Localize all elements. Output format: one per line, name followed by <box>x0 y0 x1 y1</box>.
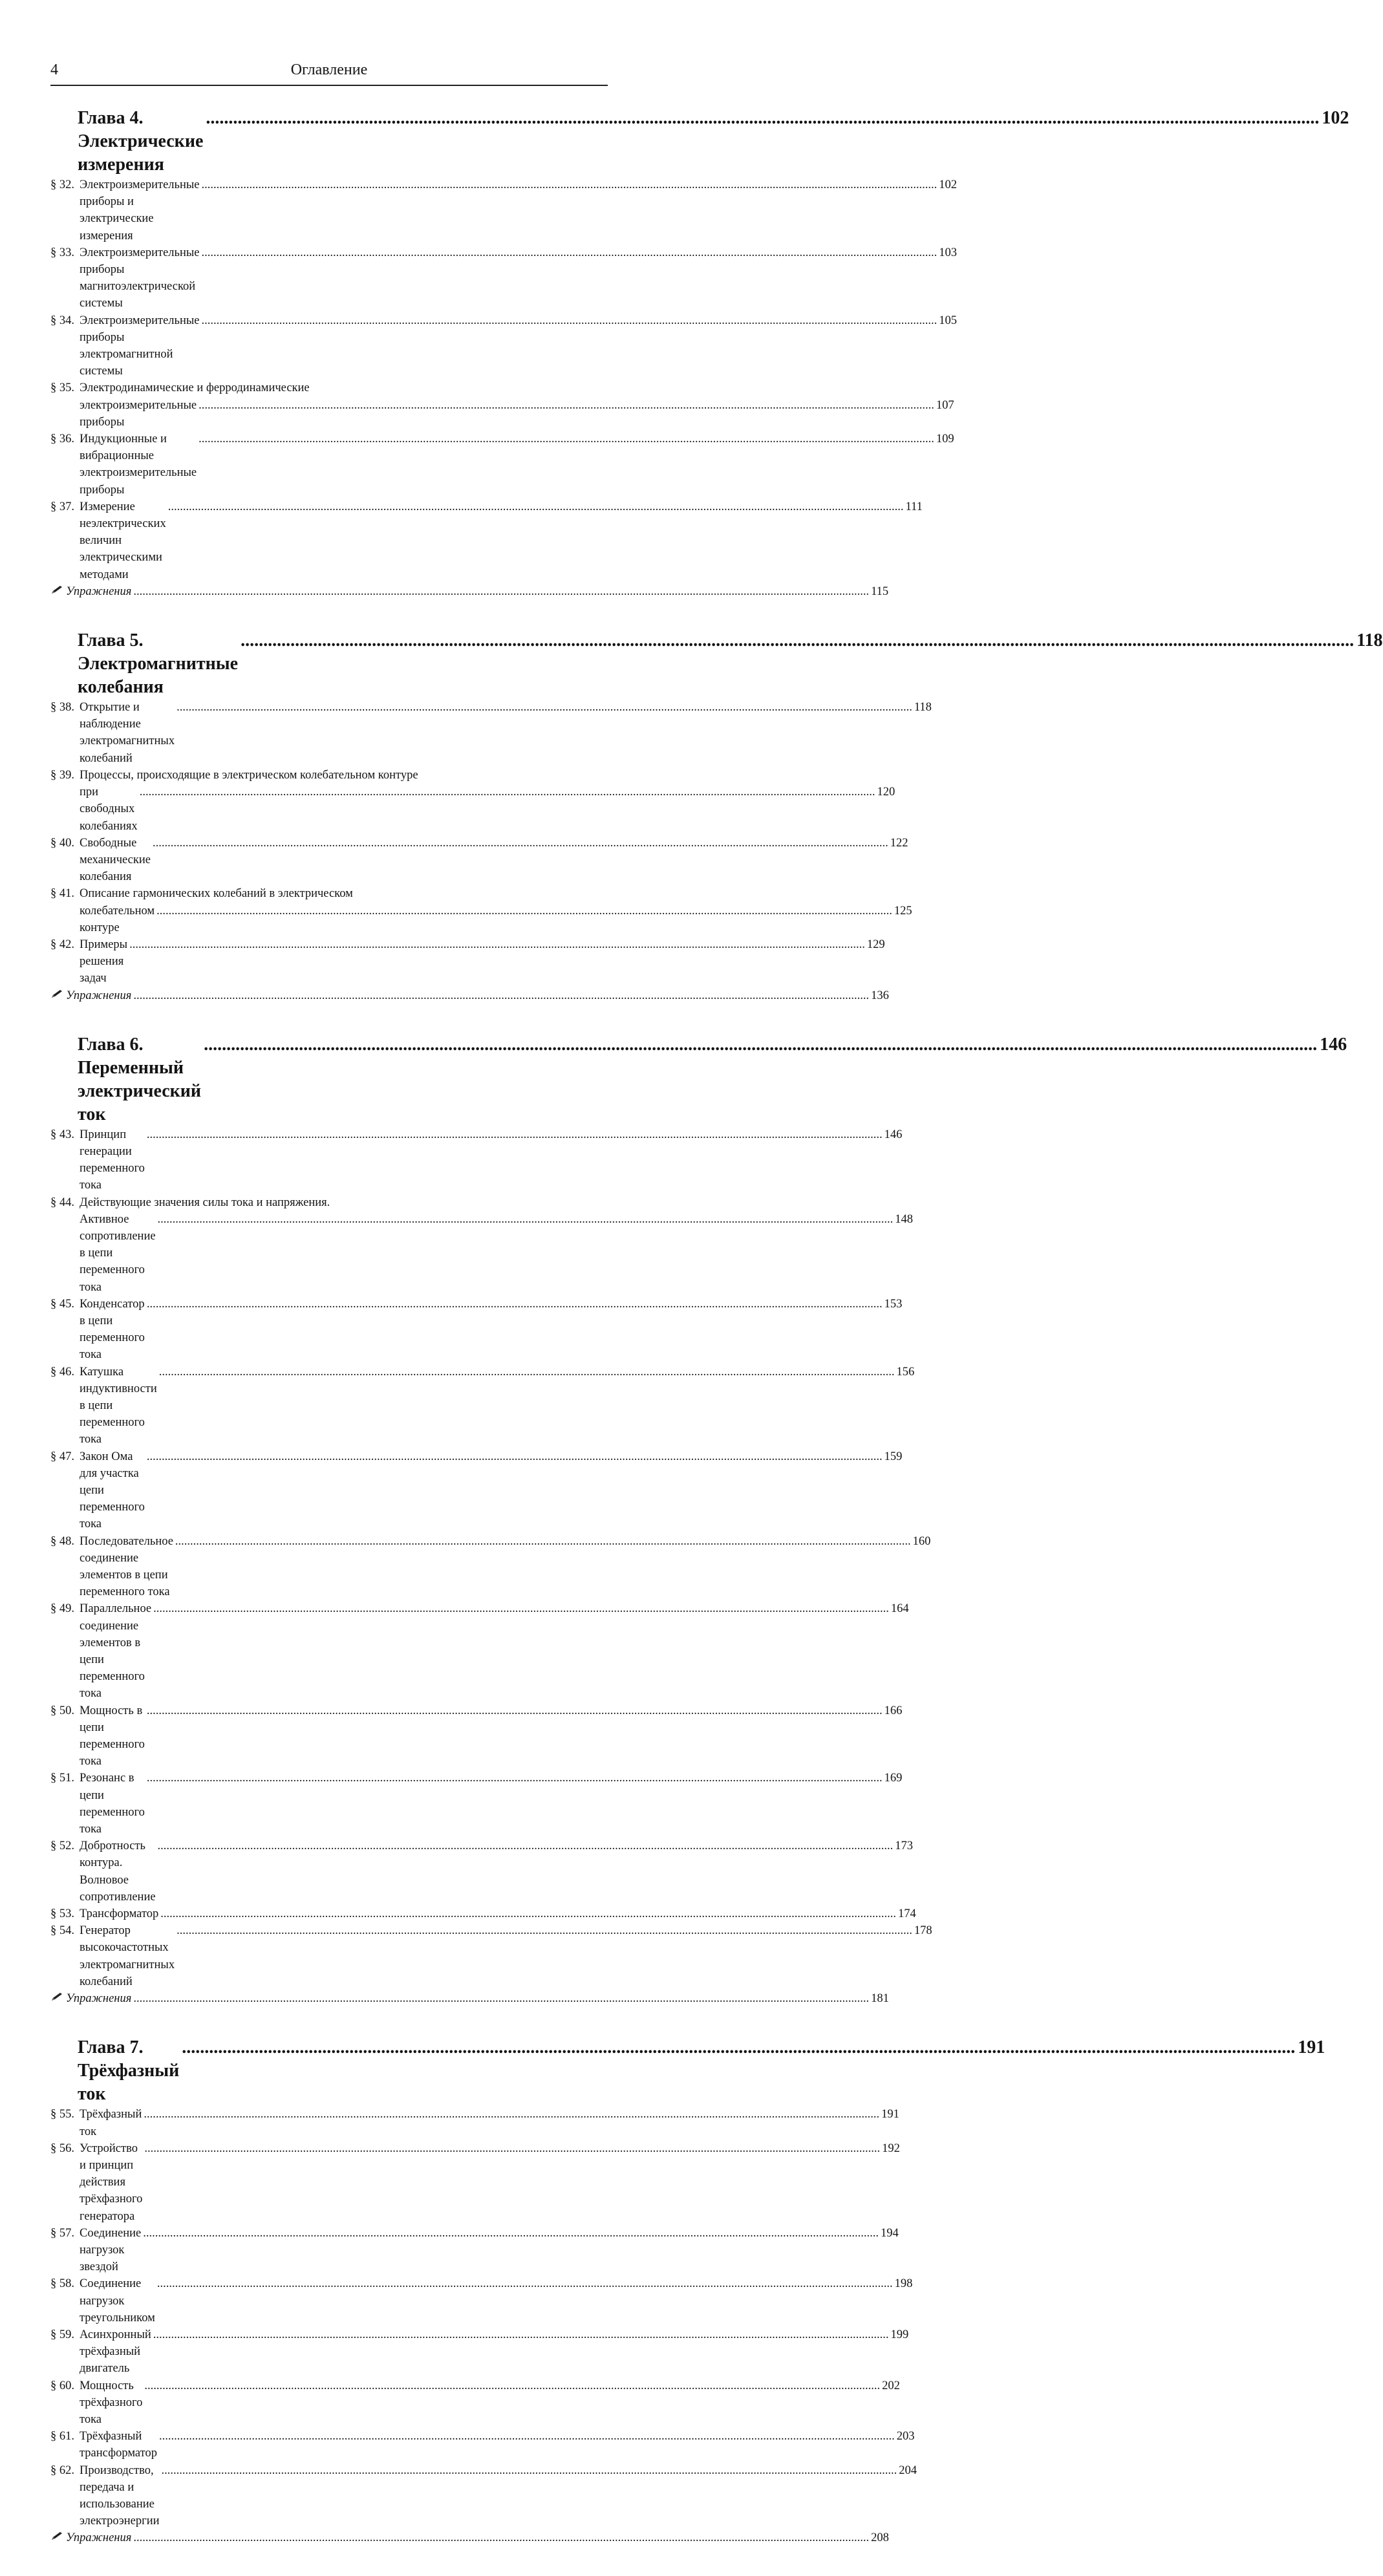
entry-title: Добротность контура. Волновое сопротивление <box>80 1840 156 1904</box>
section-number: § 61. <box>50 2430 74 2443</box>
toc-entry <box>50 885 912 936</box>
chapter-page: 118 <box>1356 630 1383 651</box>
entry-page: 111 <box>905 500 923 513</box>
toc-entry-line <box>50 2275 913 2326</box>
entry-page: 166 <box>884 1704 903 1717</box>
toc-entry-line <box>50 936 885 987</box>
dot-leader <box>202 177 938 193</box>
entry-title: Последовательное соединение элементов в цепи переменного тока <box>80 1534 173 1599</box>
entry-title: Электроизмерительные приборы электромагнитной системы <box>80 314 200 378</box>
toc-entry-line <box>50 2377 900 2429</box>
dot-leader <box>153 2326 889 2343</box>
section-number: § 38. <box>50 701 74 714</box>
entry-title-line: Процессы, происходящие в электрическом колебательном контуре <box>80 768 418 782</box>
chapter-page: 191 <box>1298 2037 1325 2058</box>
dot-leader <box>156 903 892 919</box>
toc-entry-first-line <box>50 380 601 396</box>
toc-entry <box>50 1296 903 1364</box>
toc-entry <box>50 244 957 312</box>
entry-title: электроизмерительные приборы <box>80 398 197 429</box>
entry-title: Генератор высокочастотных электромагнитных колебаний <box>80 1924 175 1988</box>
dot-leader <box>159 2428 895 2445</box>
entry-page: 129 <box>866 938 885 951</box>
toc-entry <box>50 2106 899 2140</box>
dot-leader <box>144 2377 880 2394</box>
toc-entry-line <box>50 312 957 380</box>
table-of-contents <box>50 107 1383 2576</box>
toc-entry-first-line <box>50 767 601 784</box>
entry-title: Резонанс в цепи переменного тока <box>80 1772 145 1836</box>
exercises-page: 115 <box>871 585 889 598</box>
section-number: § 46. <box>50 1365 74 1379</box>
toc-entry <box>50 2462 917 2530</box>
toc-entry-last-line <box>50 397 954 431</box>
dot-leader <box>133 583 869 600</box>
pencil-icon <box>50 584 66 601</box>
chapter-title-text: Глава 5. Электромагнитные колебания <box>78 630 239 698</box>
chapter-title <box>50 629 1383 699</box>
dot-leader <box>198 431 934 447</box>
toc-entry-line <box>50 2428 915 2462</box>
section-number: § 41. <box>50 887 74 901</box>
page-header <box>50 61 608 86</box>
dot-leader <box>177 699 912 716</box>
entry-page: 194 <box>880 2226 899 2240</box>
toc-entry-first-line <box>50 885 601 902</box>
dot-leader <box>198 397 934 414</box>
section-number: § 50. <box>50 1704 74 1717</box>
section-number: § 33. <box>50 246 74 259</box>
entry-page: 120 <box>877 786 895 799</box>
toc-entry <box>50 2326 909 2377</box>
exercises-entry <box>50 987 889 1005</box>
entry-page: 160 <box>912 1534 931 1548</box>
entry-page: 109 <box>936 433 954 446</box>
dot-leader <box>206 107 1319 130</box>
entry-page: 125 <box>894 904 912 918</box>
entry-title-line: Электродинамические и ферродинамические <box>80 381 310 395</box>
section-number: § 59. <box>50 2328 74 2341</box>
exercises-label: Упражнения <box>66 585 132 598</box>
entry-page: 148 <box>895 1212 914 1226</box>
entry-page: 202 <box>882 2379 900 2392</box>
exercises-page: 136 <box>871 989 889 1002</box>
exercises-label: Упражнения <box>66 2531 132 2545</box>
toc-entry <box>50 936 885 987</box>
toc-entry-line <box>50 1533 931 1601</box>
entry-title: Мощность трёхфазного тока <box>80 2379 143 2426</box>
chapter-title-text: Глава 7. Трёхфазный ток <box>78 2037 180 2105</box>
running-title: Оглавление <box>290 61 368 78</box>
section-number: § 37. <box>50 500 74 513</box>
entry-title: Трансформатор <box>80 1907 159 1921</box>
pencil-icon <box>50 1991 66 2008</box>
entry-page: 156 <box>896 1365 915 1379</box>
exercises-label: Упражнения <box>66 989 132 1002</box>
toc-entry <box>50 177 957 244</box>
section-number: § 48. <box>50 1534 74 1548</box>
toc-entry-line <box>50 2326 909 2377</box>
section-number: § 39. <box>50 768 74 782</box>
toc-entry-last-line <box>50 784 895 835</box>
section-number: § 56. <box>50 2141 74 2155</box>
dot-leader <box>133 2529 869 2546</box>
dot-leader <box>168 499 904 515</box>
entry-page: 102 <box>939 178 957 191</box>
chapter-section <box>50 1033 1347 2008</box>
section-number: § 40. <box>50 836 74 850</box>
entry-page: 146 <box>884 1128 903 1141</box>
chapter-title <box>50 1033 1347 1126</box>
entry-page: 153 <box>884 1297 903 1311</box>
entry-page: 169 <box>884 1772 903 1785</box>
section-number: § 55. <box>50 2108 74 2121</box>
toc-entry <box>50 499 923 583</box>
dot-leader <box>158 1211 894 1228</box>
toc-entry-line <box>50 835 908 886</box>
entry-page: 191 <box>881 2108 899 2121</box>
dot-leader <box>147 1702 883 1719</box>
toc-entry <box>50 1448 903 1533</box>
section-number: § 62. <box>50 2463 74 2477</box>
entry-title: Трёхфазный ток <box>80 2108 142 2138</box>
section-number: § 54. <box>50 1924 74 1938</box>
toc-entry-line <box>50 1448 903 1533</box>
entry-title: Катушка индуктивности в цепи переменного тока <box>80 1365 157 1446</box>
section-number: § 44. <box>50 1196 74 1209</box>
section-number: § 45. <box>50 1297 74 1311</box>
dot-leader <box>202 244 938 261</box>
chapter-section <box>50 107 1349 601</box>
toc-entry <box>50 2428 915 2462</box>
entry-page: 118 <box>914 701 932 714</box>
section-number: § 32. <box>50 178 74 191</box>
chapter-section <box>50 629 1383 1005</box>
dot-leader <box>182 2036 1295 2059</box>
chapter-title <box>50 107 1349 177</box>
toc-entry <box>50 1533 931 1601</box>
section-number: § 42. <box>50 938 74 951</box>
exercises-label: Упражнения <box>66 1992 132 2006</box>
entry-title: Открытие и наблюдение электромагнитных колебаний <box>80 701 175 765</box>
toc-entry-last-line <box>50 1211 914 1296</box>
entry-title: Соединение нагрузок звездой <box>80 2226 142 2274</box>
dot-leader <box>153 1600 889 1617</box>
section-number: § 53. <box>50 1907 74 1921</box>
toc-entry <box>50 2377 900 2429</box>
entry-page: 174 <box>898 1907 916 1921</box>
toc-entry <box>50 1126 903 1194</box>
section-number: § 57. <box>50 2226 74 2240</box>
entry-title: колебательном контуре <box>80 904 155 934</box>
dot-leader <box>153 835 888 852</box>
chapter-title <box>50 2036 1325 2106</box>
toc-entry-line <box>50 1770 903 1838</box>
section-number: § 49. <box>50 1602 74 1616</box>
entry-page: 199 <box>890 2328 909 2341</box>
toc-entry <box>50 1922 932 1990</box>
dot-leader <box>147 1126 883 1143</box>
dot-leader <box>175 1533 911 1550</box>
pencil-icon <box>50 2530 66 2547</box>
chapter-title-text: Глава 6. Переменный электрический ток <box>78 1034 202 1124</box>
dot-leader <box>157 2275 893 2292</box>
dot-leader <box>160 1905 896 1922</box>
dot-leader <box>158 1838 894 1854</box>
section-number: § 51. <box>50 1772 74 1785</box>
entry-title: Конденсатор в цепи переменного тока <box>80 1297 145 1362</box>
entry-title: Примеры решения задач <box>80 938 128 985</box>
toc-entry-line <box>50 1126 903 1194</box>
toc-entry <box>50 767 895 835</box>
dot-leader <box>204 1033 1317 1057</box>
toc-entry-line <box>50 499 923 583</box>
dot-leader <box>159 1364 895 1380</box>
entry-title: Устройство и принцип действия трёхфазного генератора <box>80 2141 143 2223</box>
exercises-entry <box>50 583 889 601</box>
toc-entry <box>50 699 932 767</box>
section-number: § 34. <box>50 314 74 327</box>
entry-title: Мощность в цепи переменного тока <box>80 1704 145 1768</box>
toc-entry <box>50 1770 903 1838</box>
pencil-icon <box>50 988 66 1005</box>
toc-entry-first-line <box>50 1194 601 1211</box>
section-number: § 43. <box>50 1128 74 1141</box>
entry-page: 159 <box>884 1450 903 1463</box>
entry-title-line: Описание гармонических колебаний в электрическом <box>80 887 353 901</box>
exercises-entry <box>50 2529 889 2547</box>
dot-leader <box>129 936 865 953</box>
toc-entry-line <box>50 2462 917 2530</box>
dot-leader <box>147 1770 883 1787</box>
section-number: § 47. <box>50 1450 74 1463</box>
toc-entry <box>50 1364 915 1448</box>
entry-title: Электроизмерительные приборы магнитоэлектрической системы <box>80 246 200 310</box>
entry-page: 173 <box>895 1840 914 1853</box>
toc-entry <box>50 2140 900 2225</box>
toc-entry-line <box>50 177 957 244</box>
toc-entry-line <box>50 1600 909 1702</box>
entry-title: Закон Ома для участка цепи переменного тока <box>80 1450 145 1531</box>
dot-leader <box>144 2106 879 2123</box>
entry-page: 107 <box>936 398 954 412</box>
toc-entry <box>50 2275 913 2326</box>
toc-entry-line <box>50 699 932 767</box>
entry-title: при свободных колебаниях <box>80 786 138 833</box>
entry-title: Активное сопротивление в цепи переменного тока <box>80 1212 156 1294</box>
section-number: § 58. <box>50 2277 74 2291</box>
toc-entry <box>50 431 954 499</box>
page-number: 4 <box>50 61 58 78</box>
section-number: § 35. <box>50 381 74 395</box>
toc-entry <box>50 1905 916 1922</box>
dot-leader <box>147 1448 883 1465</box>
dot-leader <box>140 784 875 800</box>
dot-leader <box>133 987 869 1004</box>
entry-page: 192 <box>882 2141 900 2155</box>
toc-entry-line <box>50 431 954 499</box>
section-number: § 60. <box>50 2379 74 2392</box>
entry-page: 164 <box>890 1602 909 1616</box>
exercises-page: 208 <box>871 2531 889 2545</box>
entry-title: Асинхронный трёхфазный двигатель <box>80 2328 151 2376</box>
toc-entry-line <box>50 1838 914 1905</box>
exercises-page: 181 <box>871 1992 889 2006</box>
chapter-page: 102 <box>1322 108 1349 128</box>
entry-page: 198 <box>894 2277 913 2291</box>
entry-page: 204 <box>899 2463 917 2477</box>
entry-page: 203 <box>896 2430 915 2443</box>
entry-title: Трёхфазный трансформатор <box>80 2430 157 2460</box>
entry-title: Принцип генерации переменного тока <box>80 1128 145 1192</box>
toc-entry <box>50 2225 899 2276</box>
dot-leader <box>147 1296 883 1313</box>
exercises-entry <box>50 1990 889 2008</box>
dot-leader <box>162 2462 897 2479</box>
entry-title: Соединение нагрузок треугольником <box>80 2277 155 2324</box>
toc-entry-last-line <box>50 903 912 936</box>
toc-entry <box>50 312 957 380</box>
entry-page: 105 <box>939 314 957 327</box>
toc-entry-line <box>50 2225 899 2276</box>
chapter-title-text: Глава 4. Электрические измерения <box>78 108 204 175</box>
toc-entry <box>50 1838 914 1905</box>
entry-title: Свободные механические колебания <box>80 836 151 884</box>
chapter-section <box>50 2036 1325 2547</box>
dot-leader <box>202 312 938 329</box>
toc-entry-line <box>50 1922 932 1990</box>
toc-entry-line <box>50 1905 916 1922</box>
toc-entry-line <box>50 2140 900 2225</box>
toc-entry-line <box>50 244 957 312</box>
entry-page: 178 <box>914 1924 932 1938</box>
chapter-page: 146 <box>1320 1034 1347 1055</box>
toc-entry <box>50 380 954 431</box>
toc-entry-line <box>50 1296 903 1364</box>
entry-title: Электроизмерительные приборы и электрические измерения <box>80 178 200 242</box>
entry-page: 122 <box>890 836 908 850</box>
toc-entry-line <box>50 2106 899 2140</box>
toc-entry <box>50 1702 903 1770</box>
toc-entry-line <box>50 1702 903 1770</box>
entry-title: Производство, передача и использование электроэнергии <box>80 2463 160 2528</box>
entry-title: Параллельное соединение элементов в цепи переменного тока <box>80 1602 152 1701</box>
entry-title-line: Действующие значения силы тока и напряжения. <box>80 1196 330 1209</box>
dot-leader <box>241 629 1354 652</box>
section-number: § 52. <box>50 1840 74 1853</box>
entry-title: Измерение неэлектрических величин электрическими методами <box>80 500 166 581</box>
dot-leader <box>143 2225 879 2242</box>
section-number: § 36. <box>50 433 74 446</box>
entry-title: Индукционные и вибрационные электроизмерительные приборы <box>80 433 197 497</box>
dot-leader <box>177 1922 912 1939</box>
entry-page: 103 <box>939 246 957 259</box>
toc-entry <box>50 835 908 886</box>
dot-leader <box>133 1990 869 2007</box>
dot-leader <box>144 2140 880 2157</box>
toc-entry <box>50 1600 909 1702</box>
toc-entry-line <box>50 1364 915 1448</box>
toc-entry <box>50 1194 914 1296</box>
